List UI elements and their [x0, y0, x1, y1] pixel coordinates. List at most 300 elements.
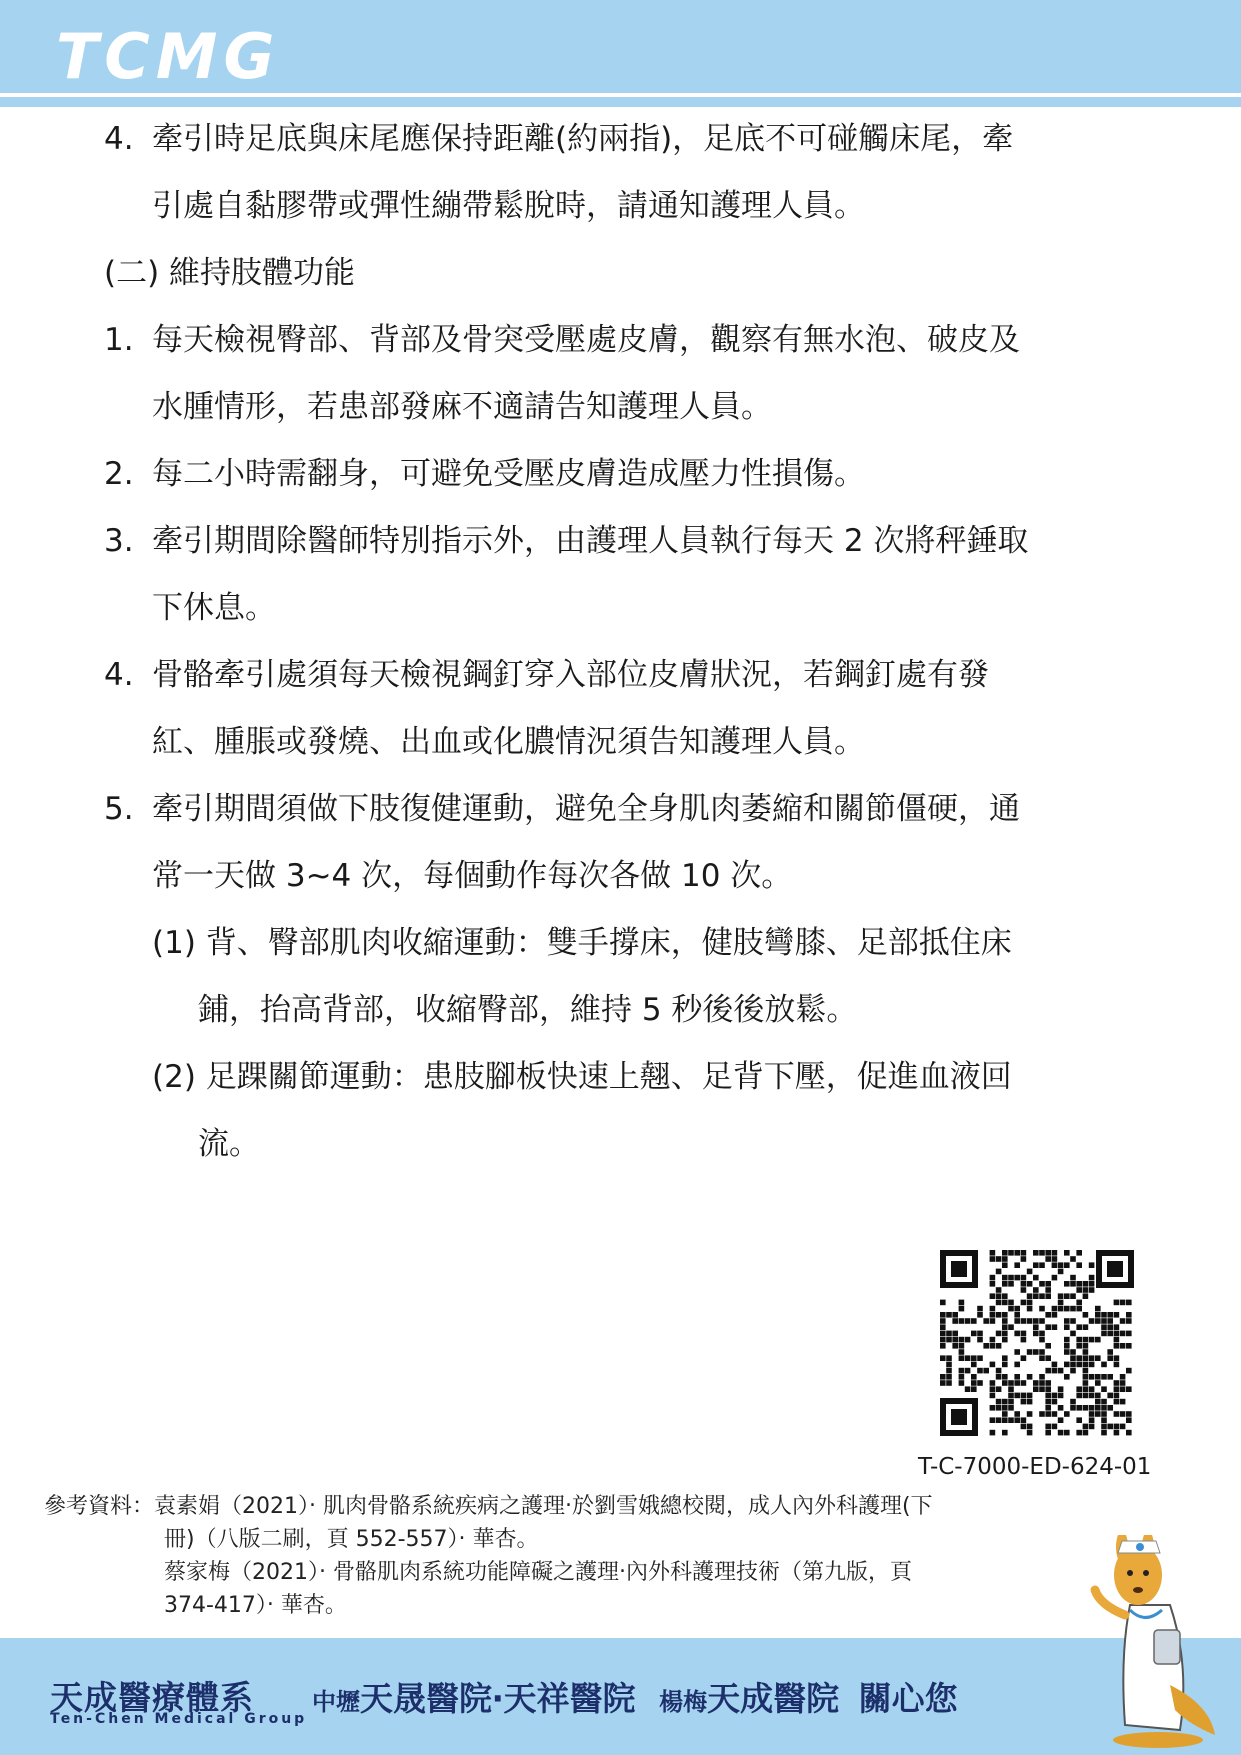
qr-module: [1120, 1343, 1126, 1349]
qr-module: [1070, 1405, 1076, 1411]
qr-module: [1076, 1287, 1082, 1293]
qr-module: [940, 1312, 946, 1318]
qr-module: [1114, 1343, 1120, 1349]
qr-module: [1021, 1250, 1027, 1256]
qr-module: [1021, 1281, 1027, 1287]
qr-module: [1008, 1250, 1014, 1256]
qr-module: [1114, 1300, 1120, 1306]
qr-module: [1045, 1343, 1051, 1349]
qr-module: [1076, 1306, 1082, 1312]
qr-module: [1014, 1318, 1020, 1324]
item-number: 3.: [104, 523, 134, 559]
qr-module: [1107, 1374, 1113, 1380]
qr-module: [1064, 1343, 1070, 1349]
qr-module: [959, 1343, 965, 1349]
qr-module: [1039, 1355, 1045, 1361]
qr-module: [1101, 1312, 1107, 1318]
location-label: 中壢: [312, 1688, 360, 1716]
qr-module: [1008, 1393, 1014, 1399]
qr-module: [1095, 1380, 1101, 1386]
qr-module: [971, 1355, 977, 1361]
qr-module: [1027, 1393, 1033, 1399]
qr-module: [1107, 1349, 1113, 1355]
qr-module: [965, 1386, 971, 1392]
qr-module: [1070, 1306, 1076, 1312]
qr-module: [1089, 1374, 1095, 1380]
qr-module: [1039, 1306, 1045, 1312]
qr-module: [1052, 1324, 1058, 1330]
qr-module: [971, 1380, 977, 1386]
qr-module: [1052, 1399, 1058, 1405]
hospital-names: 天晟醫院‧天祥醫院: [360, 1679, 636, 1718]
qr-module: [1039, 1250, 1045, 1256]
qr-module: [959, 1368, 965, 1374]
qr-module: [1095, 1399, 1101, 1405]
qr-module: [1114, 1331, 1120, 1337]
qr-module: [1039, 1331, 1045, 1337]
qr-module: [1120, 1318, 1126, 1324]
qr-module: [1058, 1417, 1064, 1423]
org-name: 天成醫療體系: [50, 1678, 254, 1717]
qr-module: [1008, 1281, 1014, 1287]
qr-module: [1002, 1300, 1008, 1306]
qr-module: [1027, 1293, 1033, 1299]
qr-module: [1008, 1405, 1014, 1411]
qr-module: [977, 1312, 983, 1318]
qr-module: [1033, 1331, 1039, 1337]
qr-module: [1021, 1331, 1027, 1337]
location-label: 楊梅: [659, 1688, 708, 1716]
qr-module: [1027, 1349, 1033, 1355]
qr-module: [1095, 1312, 1101, 1318]
qr-module: [1070, 1318, 1076, 1324]
qr-module: [952, 1318, 958, 1324]
qr-module: [1076, 1262, 1082, 1268]
hospital-line: [312, 1673, 958, 1720]
qr-module: [983, 1318, 989, 1324]
qr-module: [1039, 1380, 1045, 1386]
qr-module: [1002, 1430, 1008, 1436]
qr-module: [996, 1417, 1002, 1423]
qr-module: [1089, 1275, 1095, 1281]
qr-module: [990, 1405, 996, 1411]
qr-module: [959, 1300, 965, 1306]
kangaroo-mascot-icon: [1070, 1535, 1220, 1750]
qr-module: [1083, 1374, 1089, 1380]
qr-module: [1052, 1368, 1058, 1374]
qr-module: [1064, 1318, 1070, 1324]
qr-module: [977, 1306, 983, 1312]
qr-module: [1089, 1281, 1095, 1287]
qr-module: [1095, 1337, 1101, 1343]
paragraph-line: 引處自黏膠帶或彈性繃帶鬆脫時，請通知護理人員。: [152, 188, 865, 224]
qr-module: [990, 1393, 996, 1399]
qr-module: [1027, 1424, 1033, 1430]
qr-module: [959, 1337, 965, 1343]
qr-code-image[interactable]: [940, 1250, 1134, 1436]
qr-module: [1114, 1380, 1120, 1386]
qr-module: [1095, 1306, 1101, 1312]
qr-module: [1101, 1331, 1107, 1337]
qr-module: [1039, 1281, 1045, 1287]
qr-module: [983, 1368, 989, 1374]
qr-module: [946, 1368, 952, 1374]
paragraph-line: 骨骼牽引處須每天檢視鋼釘穿入部位皮膚狀況，若鋼釘處有發: [152, 657, 989, 693]
qr-module: [1089, 1417, 1095, 1423]
qr-module: [1089, 1405, 1095, 1411]
qr-module: [1064, 1324, 1070, 1330]
qr-module: [1002, 1355, 1008, 1361]
item-number: 5.: [104, 791, 134, 827]
qr-module: [1033, 1250, 1039, 1256]
qr-module: [971, 1318, 977, 1324]
qr-module: [1014, 1250, 1020, 1256]
qr-module: [1002, 1405, 1008, 1411]
qr-module: [1052, 1262, 1058, 1268]
qr-module: [1095, 1318, 1101, 1324]
qr-module: [1002, 1250, 1008, 1256]
qr-module: [1107, 1424, 1113, 1430]
qr-module: [1083, 1386, 1089, 1392]
qr-module: [1101, 1374, 1107, 1380]
qr-module: [1064, 1362, 1070, 1368]
qr-module: [1083, 1287, 1089, 1293]
qr-module: [1045, 1399, 1051, 1405]
qr-module: [1008, 1324, 1014, 1330]
qr-module: [1076, 1386, 1082, 1392]
qr-module: [946, 1374, 952, 1380]
item-number: 1.: [104, 322, 134, 358]
qr-module: [1089, 1362, 1095, 1368]
qr-module: [1083, 1293, 1089, 1299]
qr-module: [1076, 1430, 1082, 1436]
qr-module: [952, 1312, 958, 1318]
qr-module: [940, 1343, 946, 1349]
qr-module: [996, 1343, 1002, 1349]
qr-module: [1095, 1411, 1101, 1417]
qr-module: [1114, 1362, 1120, 1368]
qr-module: [1101, 1405, 1107, 1411]
qr-module: [965, 1337, 971, 1343]
qr-module: [1126, 1300, 1132, 1306]
qr-module: [959, 1349, 965, 1355]
tcmg-logo: TCMG: [56, 20, 281, 93]
qr-module: [1064, 1430, 1070, 1436]
qr-module: [1089, 1287, 1095, 1293]
qr-module: [965, 1355, 971, 1361]
reference-line: 蔡家梅（2021）‧ 骨骼肌肉系統功能障礙之護理‧內外科護理技術（第九版，頁: [164, 1560, 912, 1585]
qr-module: [1107, 1393, 1113, 1399]
qr-module: [965, 1318, 971, 1324]
qr-module: [1002, 1324, 1008, 1330]
qr-module: [1002, 1417, 1008, 1423]
qr-module: [1045, 1281, 1051, 1287]
qr-module: [1107, 1331, 1113, 1337]
qr-module: [1120, 1331, 1126, 1337]
qr-module: [1101, 1318, 1107, 1324]
qr-module: [971, 1386, 977, 1392]
qr-module: [1064, 1374, 1070, 1380]
qr-module: [1039, 1386, 1045, 1392]
qr-module: [1033, 1287, 1039, 1293]
qr-module: [1002, 1293, 1008, 1299]
qr-module: [1076, 1393, 1082, 1399]
qr-module: [1076, 1300, 1082, 1306]
qr-module: [1058, 1430, 1064, 1436]
qr-module: [1083, 1405, 1089, 1411]
qr-module: [1126, 1386, 1132, 1392]
qr-module: [1089, 1262, 1095, 1268]
qr-module: [1114, 1399, 1120, 1405]
qr-module: [959, 1380, 965, 1386]
qr-module: [1033, 1293, 1039, 1299]
qr-module: [1114, 1355, 1120, 1361]
qr-module: [971, 1374, 977, 1380]
qr-module: [1045, 1430, 1051, 1436]
qr-module: [1052, 1275, 1058, 1281]
qr-module: [996, 1269, 1002, 1275]
qr-module: [1089, 1393, 1095, 1399]
qr-module: [1045, 1324, 1051, 1330]
qr-module: [952, 1343, 958, 1349]
qr-module: [996, 1405, 1002, 1411]
qr-module: [1039, 1318, 1045, 1324]
qr-module: [1107, 1324, 1113, 1330]
qr-module: [1101, 1411, 1107, 1417]
qr-module: [1114, 1424, 1120, 1430]
qr-module: [1101, 1424, 1107, 1430]
qr-module: [990, 1337, 996, 1343]
qr-module: [990, 1362, 996, 1368]
qr-module: [1002, 1312, 1008, 1318]
paragraph-line: 每二小時需翻身，可避免受壓皮膚造成壓力性損傷。: [152, 456, 865, 492]
qr-module: [990, 1312, 996, 1318]
qr-module: [1064, 1262, 1070, 1268]
qr-module: [1027, 1411, 1033, 1417]
qr-module: [990, 1430, 996, 1436]
qr-module: [1052, 1411, 1058, 1417]
qr-module: [1083, 1430, 1089, 1436]
qr-module: [1052, 1306, 1058, 1312]
qr-module: [1039, 1262, 1045, 1268]
qr-module: [1002, 1318, 1008, 1324]
qr-module: [1070, 1399, 1076, 1405]
qr-module: [1058, 1269, 1064, 1275]
qr-module: [1070, 1331, 1076, 1337]
qr-module: [1064, 1250, 1070, 1256]
qr-module: [996, 1386, 1002, 1392]
qr-module: [1021, 1300, 1027, 1306]
qr-module: [1039, 1374, 1045, 1380]
qr-module: [1039, 1293, 1045, 1299]
qr-module: [1076, 1362, 1082, 1368]
qr-module: [1002, 1374, 1008, 1380]
qr-module: [940, 1331, 946, 1337]
qr-module: [1008, 1380, 1014, 1386]
qr-module: [1089, 1386, 1095, 1392]
tagline: 關心您: [858, 1679, 958, 1718]
qr-module: [1064, 1349, 1070, 1355]
qr-module: [1052, 1393, 1058, 1399]
paragraph-line: 水腫情形，若患部發麻不適請告知護理人員。: [152, 389, 772, 425]
qr-module: [1021, 1256, 1027, 1262]
qr-module: [1058, 1262, 1064, 1268]
qr-module: [996, 1331, 1002, 1337]
qr-module: [1008, 1386, 1014, 1392]
qr-module: [1021, 1399, 1027, 1405]
qr-module: [1014, 1306, 1020, 1312]
qr-module: [946, 1337, 952, 1343]
qr-module: [1045, 1250, 1051, 1256]
qr-module: [1021, 1380, 1027, 1386]
qr-module: [1107, 1312, 1113, 1318]
paragraph-line: 每天檢視臀部、背部及骨突受壓處皮膚，觀察有無水泡、破皮及: [152, 322, 1020, 358]
qr-module: [971, 1331, 977, 1337]
qr-module: [1008, 1275, 1014, 1281]
qr-module: [1083, 1362, 1089, 1368]
qr-module: [1070, 1362, 1076, 1368]
qr-module: [959, 1355, 965, 1361]
qr-module: [1076, 1250, 1082, 1256]
qr-module: [1045, 1386, 1051, 1392]
qr-module: [1101, 1362, 1107, 1368]
qr-module: [1083, 1337, 1089, 1343]
qr-module: [983, 1343, 989, 1349]
qr-module: [1002, 1281, 1008, 1287]
qr-module: [1101, 1417, 1107, 1423]
qr-module: [990, 1293, 996, 1299]
qr-module: [1021, 1287, 1027, 1293]
qr-module: [1002, 1380, 1008, 1386]
qr-module: [1033, 1318, 1039, 1324]
qr-module: [965, 1368, 971, 1374]
qr-module: [1014, 1417, 1020, 1423]
qr-module: [1033, 1324, 1039, 1330]
qr-module: [1058, 1293, 1064, 1299]
qr-module: [1027, 1430, 1033, 1436]
qr-module: [1045, 1287, 1051, 1293]
qr-module: [1126, 1318, 1132, 1324]
qr-module: [946, 1380, 952, 1386]
qr-module: [990, 1250, 996, 1256]
qr-module: [1033, 1380, 1039, 1386]
qr-module: [1095, 1374, 1101, 1380]
qr-module: [940, 1380, 946, 1386]
qr-module: [990, 1256, 996, 1262]
qr-module: [996, 1374, 1002, 1380]
qr-module: [1058, 1393, 1064, 1399]
qr-module: [1058, 1368, 1064, 1374]
org-english-name: Ten-Chen Medical Group: [50, 1711, 308, 1727]
sub-item-line: (2) 足踝關節運動：患肢腳板快速上翹、足背下壓，促進血液回: [152, 1059, 1012, 1095]
qr-module: [1014, 1331, 1020, 1337]
qr-module: [1027, 1399, 1033, 1405]
paragraph-line: 牽引期間須做下肢復健運動，避免全身肌肉萎縮和關節僵硬，通: [152, 791, 1020, 827]
qr-module: [977, 1380, 983, 1386]
qr-module: [1101, 1386, 1107, 1392]
qr-module: [1014, 1262, 1020, 1268]
qr-module: [1070, 1256, 1076, 1262]
paragraph-line: 牽引期間除醫師特別指示外，由護理人員執行每天 2 次將秤錘取: [152, 523, 1029, 559]
qr-module: [1089, 1424, 1095, 1430]
qr-module: [1058, 1306, 1064, 1312]
qr-module: [1058, 1300, 1064, 1306]
qr-module: [1070, 1349, 1076, 1355]
qr-module: [1126, 1411, 1132, 1417]
qr-module: [952, 1337, 958, 1343]
qr-module: [977, 1331, 983, 1337]
sub-item-line: 鋪，抬高背部，收縮臀部，維持 5 秒後後放鬆。: [198, 992, 858, 1028]
qr-module: [946, 1312, 952, 1318]
qr-module: [1114, 1430, 1120, 1436]
qr-module: [1039, 1411, 1045, 1417]
paragraph-line: 牽引時足底與床尾應保持距離(約兩指)，足底不可碰觸床尾，牽: [152, 121, 1014, 157]
qr-module: [996, 1312, 1002, 1318]
qr-module: [996, 1256, 1002, 1262]
qr-module: [959, 1318, 965, 1324]
qr-module: [1107, 1405, 1113, 1411]
reference-line: 374-417）‧ 華杏。: [164, 1593, 347, 1618]
qr-module: [1045, 1355, 1051, 1361]
qr-module: [1052, 1250, 1058, 1256]
qr-module: [1014, 1275, 1020, 1281]
qr-module: [940, 1355, 946, 1361]
qr-module: [1002, 1262, 1008, 1268]
qr-module: [1070, 1355, 1076, 1361]
qr-module: [946, 1355, 952, 1361]
qr-module: [1008, 1399, 1014, 1405]
qr-module: [1083, 1393, 1089, 1399]
qr-module: [990, 1281, 996, 1287]
qr-module: [1002, 1256, 1008, 1262]
qr-module: [1076, 1343, 1082, 1349]
qr-module: [946, 1362, 952, 1368]
qr-module: [1070, 1368, 1076, 1374]
qr-module: [1021, 1424, 1027, 1430]
qr-module: [1045, 1368, 1051, 1374]
qr-module: [1021, 1355, 1027, 1361]
qr-module: [977, 1368, 983, 1374]
qr-module: [1014, 1393, 1020, 1399]
qr-module: [1021, 1337, 1027, 1343]
qr-module: [1107, 1318, 1113, 1324]
qr-module: [1114, 1386, 1120, 1392]
qr-module: [990, 1417, 996, 1423]
qr-module: [990, 1343, 996, 1349]
qr-module: [1089, 1355, 1095, 1361]
paragraph-line: 常一天做 3~4 次，每個動作每次各做 10 次。: [152, 858, 793, 894]
qr-module: [1064, 1281, 1070, 1287]
paragraph-line: 紅、腫脹或發燒、出血或化膿情況須告知護理人員。: [152, 724, 865, 760]
qr-module: [996, 1399, 1002, 1405]
qr-module: [990, 1386, 996, 1392]
qr-module: [1039, 1337, 1045, 1343]
qr-module: [1002, 1411, 1008, 1417]
qr-module: [1114, 1411, 1120, 1417]
qr-module: [1014, 1380, 1020, 1386]
qr-module: [1002, 1399, 1008, 1405]
qr-module: [1070, 1281, 1076, 1287]
qr-module: [1064, 1293, 1070, 1299]
reference-line: 參考資料：袁素娟（2021）‧ 肌肉骨骼系統疾病之護理‧於劉雪娥總校閱，成人內外科護理(下: [44, 1494, 933, 1519]
qr-module: [1095, 1405, 1101, 1411]
section-heading: (二) 維持肢體功能: [104, 255, 356, 291]
qr-module: [1126, 1343, 1132, 1349]
qr-module: [1114, 1337, 1120, 1343]
qr-module: [1076, 1337, 1082, 1343]
hospital-names: 天成醫院: [707, 1679, 840, 1718]
qr-module: [1002, 1337, 1008, 1343]
